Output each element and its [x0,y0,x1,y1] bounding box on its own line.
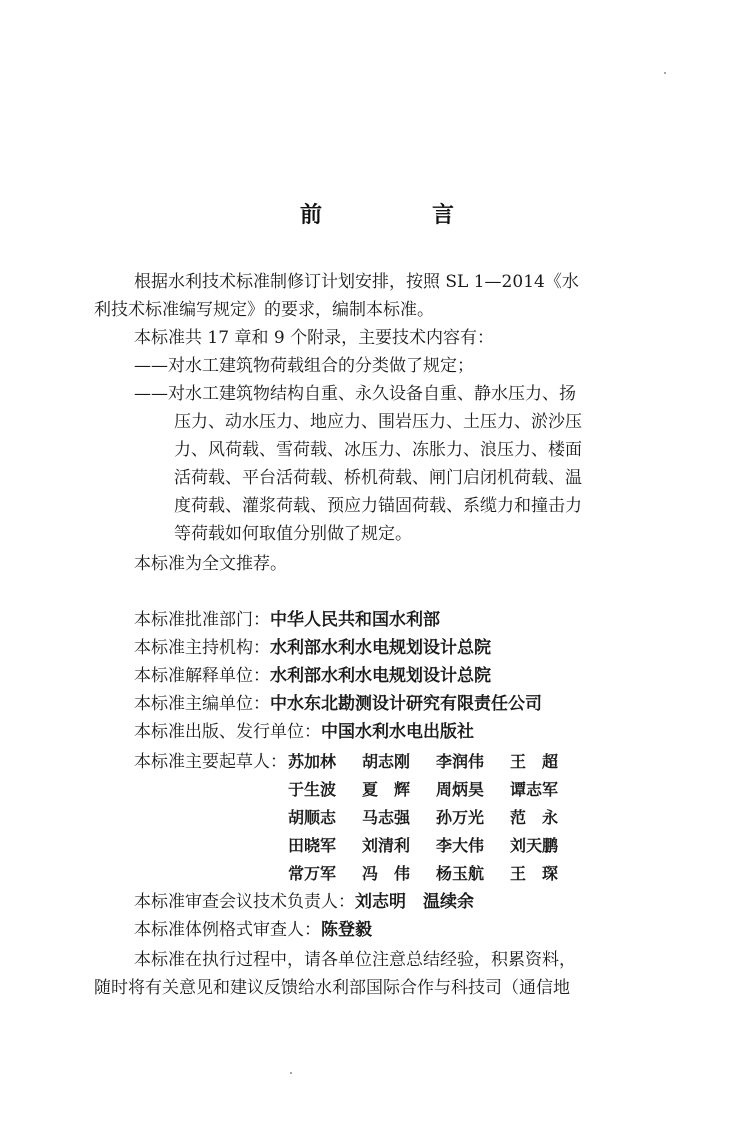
closing-line-1: 本标准在执行过程中，请各单位注意总结经验，积累资料， [134,950,576,970]
format-review-label: 本标准体例格式审查人： [134,920,321,940]
drafter-name: 王 琛 [510,864,559,883]
drafter-name: 范 永 [510,808,559,827]
drafter-name: 谭志军 [510,780,559,799]
publisher-line [94,720,700,744]
summary-line: 本标准共 17 章和 9 个附录，主要技术内容有： [134,328,495,348]
approve-dept-value: 中华人民共和国水利部 [270,610,440,630]
drafter-name: 夏 辉 [362,780,411,799]
content-item-2-line-5: 度荷载、灌浆荷载、预应力锚固荷载、系缆力和撞击力 [174,496,582,516]
drafter-name: 常万军 [288,864,337,883]
drafter-name: 孙万光 [436,808,485,827]
drafter-name: 李大伟 [436,836,485,855]
drafter-name: 田晓军 [288,836,337,855]
drafter-name: 周炳昊 [436,780,485,799]
drafter-name: 刘清利 [362,836,411,855]
drafter-name: 于生波 [288,780,337,799]
format-review-line [94,918,700,942]
scan-dot-bottom [290,1072,292,1074]
content-item-2-line-2: 压力、动水压力、地应力、围岩压力、土压力、淤沙压 [174,412,582,432]
drafter-name: 冯 伟 [362,864,411,883]
recommend-line: 本标准为全文推荐。 [134,554,287,574]
review-lead-label: 本标准审查会议技术负责人： [134,892,355,912]
editor-unit-label: 本标准主编单位： [134,694,270,714]
content-item-2-line-1: ——对水工建筑物结构自重、永久设备自重、静水压力、扬 [134,384,576,404]
closing-line-2: 随时将有关意见和建议反馈给水利部国际合作与科技司（通信地 [94,978,570,998]
content-item-2-line-6: 等荷载如何取值分别做了规定。 [174,524,412,544]
intro-line-1: 根据水利技术标准制修订计划安排，按照 SL 1—2014《水 [134,272,579,292]
format-review-value: 陈登毅 [321,920,372,940]
approve-dept-label: 本标准批准部门： [134,610,270,630]
publisher-label: 本标准出版、发行单位： [134,722,321,742]
interpret-unit-line [94,664,700,688]
drafter-name: 胡顺志 [288,808,337,827]
drafters-label: 本标准主要起草人： [134,752,287,772]
content-item-2-line-3: 力、风荷载、雪荷载、冰压力、冻胀力、浪压力、楼面 [174,440,582,460]
drafter-name: 胡志刚 [362,752,411,771]
interpret-unit-value: 水利部水利水电规划设计总院 [270,666,491,686]
drafter-name: 马志强 [362,808,411,827]
interpret-unit-label: 本标准解释单位： [134,666,270,686]
content-item-1: ——对水工建筑物荷载组合的分类做了规定； [134,356,474,376]
host-org-label: 本标准主持机构： [134,638,270,658]
drafter-name: 李润伟 [436,752,485,771]
editor-unit-value: 中水东北勘测设计研究有限责任公司 [270,694,542,714]
host-org-line [94,636,700,660]
drafter-name: 杨玉航 [436,864,485,883]
approve-dept-line [94,608,700,632]
editor-unit-line [94,692,700,716]
review-lead-line [94,890,700,914]
drafter-name: 刘天鹏 [510,836,559,855]
host-org-value: 水利部水利水电规划设计总院 [270,638,491,658]
publisher-value: 中国水利水电出版社 [321,722,474,742]
page-title: 前 言 [299,203,498,228]
scan-dot-top [664,72,666,74]
drafter-name: 王 超 [510,752,559,771]
content-item-2-line-4: 活荷载、平台活荷载、桥机荷载、闸门启闭机荷载、温 [174,468,582,488]
drafter-name: 苏加林 [288,752,337,771]
intro-line-2: 利技术标准编写规定》的要求，编制本标准。 [94,300,434,320]
review-lead-value: 刘志明 温续余 [355,892,474,912]
